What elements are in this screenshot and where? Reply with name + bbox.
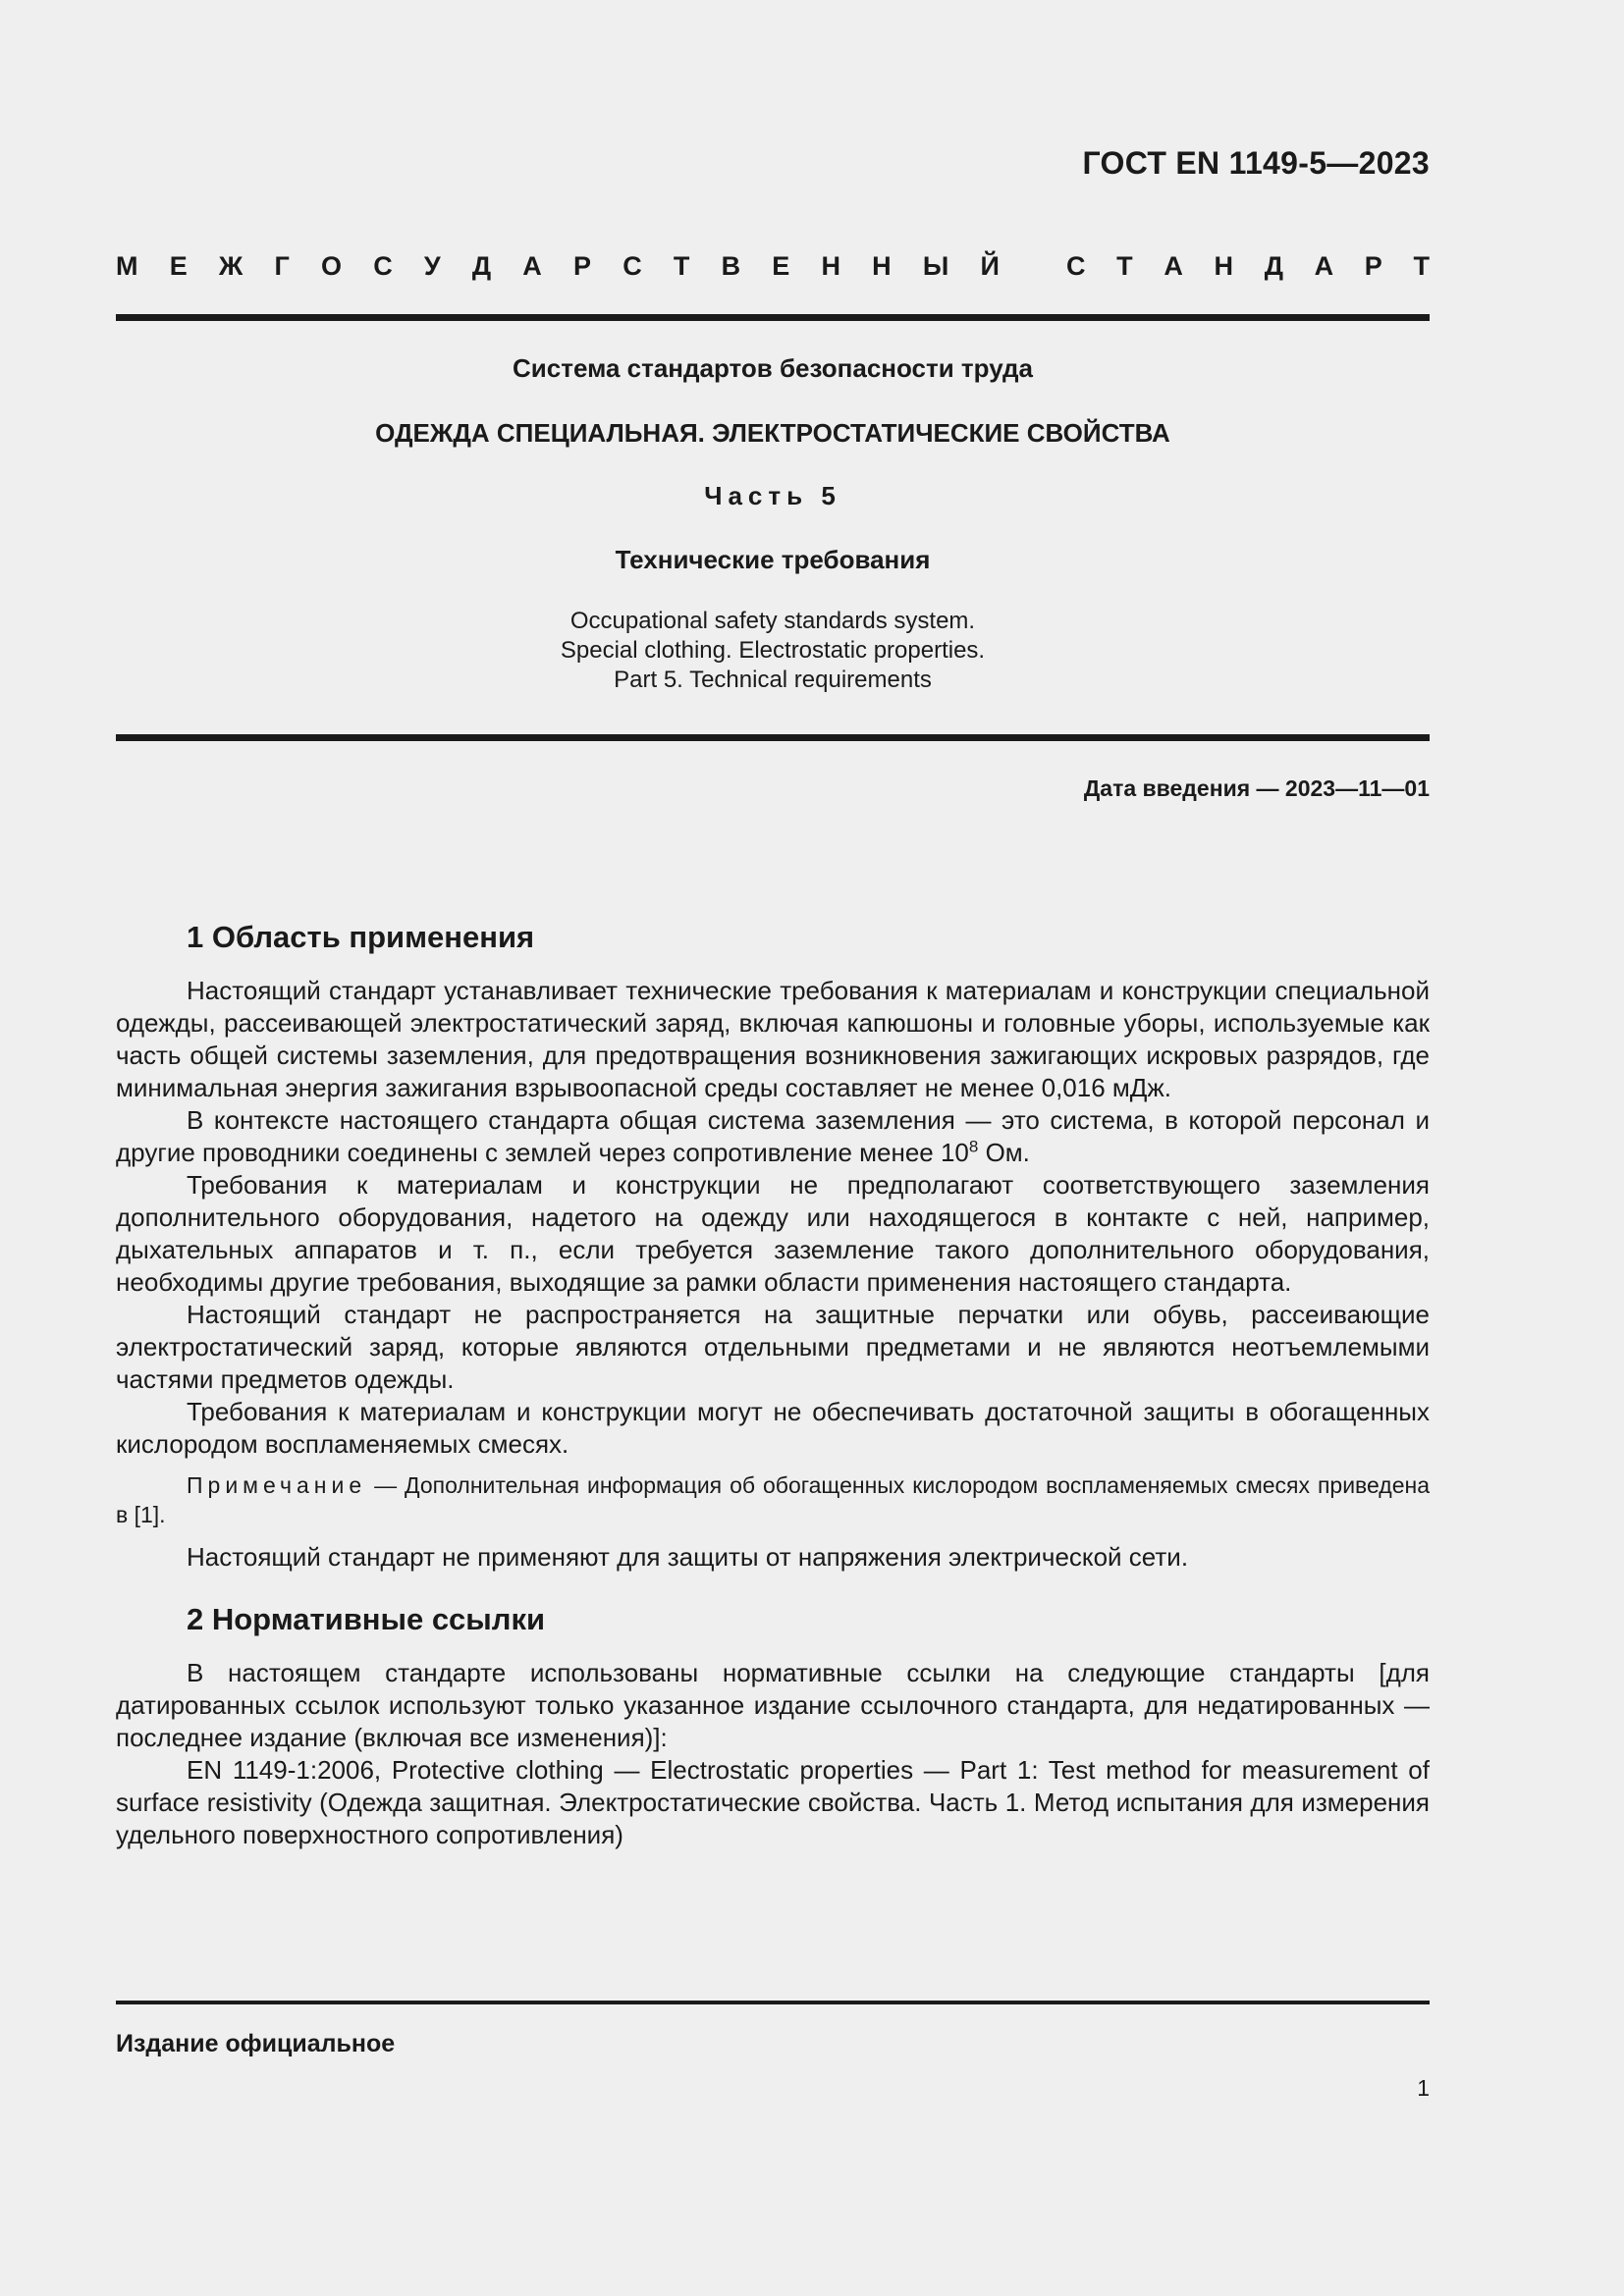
banner-letter: В [721,251,741,281]
paragraph: Настоящий стандарт не распространяется на защитные перчатки или обувь, рассеивающие электростатический заряд, которые являются отдельными предметами и не являются неотъемлемыми частями предметов одежды. [116,1300,1430,1394]
footer-rule [116,2001,1430,2004]
note [116,1470,1430,1529]
edition-label: Издание официальное [116,2030,396,2057]
banner-letter: Г [274,251,290,281]
paragraph: Настоящий стандарт устанавливает технические требования к материалам и конструкции специальной одежды, рассеивающей электростатический заряд, включая капюшоны и головные уборы, используемые как часть общей системы заземления, для предотвращения возникновения зажигающих искровых разрядов, где минимальная энергия зажигания взрывоопасной среды составляет не менее 0,016 мДж. [116,976,1430,1102]
title-english-line: Occupational safety standards system. [569,608,976,634]
banner-letter: А [1314,251,1334,281]
paragraph: EN 1149-1:2006, Protective clothing — Electrostatic properties — Part 1: Test method for measurement of surface resistivity (Одежда защитная. Электростатические свойства. Часть 1. Метод испытания для измерения удельного поверхностного сопротивления) [116,1755,1430,1849]
banner-letter: Ы [922,251,949,281]
banner-letter: М [116,251,138,281]
banner-letter: С [373,251,393,281]
note-label: Примечание [187,1472,367,1498]
section-heading: 2 Нормативные ссылки [187,1602,546,1636]
banner-letter: О [320,251,342,281]
header-rule [116,314,1430,321]
title-subtitle: Технические требования [615,545,931,574]
paragraph: Требования к материалам и конструкции могут не обеспечивать достаточной защиты в обогащенных кислородом воспламеняемых смесях. [116,1397,1430,1459]
page-number: 1 [1417,2075,1430,2101]
banner-letter: Н [1214,251,1234,281]
title-system: Система стандартов безопасности труда [513,353,1033,383]
paragraph: В контексте настоящего стандарта общая система заземления — это система, в которой персонал и другие проводники соединены с землей через сопротивление менее $10^8$ Ом. [116,1105,1430,1167]
paragraph: В настоящем стандарте использованы нормативные ссылки на следующие стандарты [для датированных ссылок используют только указанное издание ссылочного стандарта, для недатированных — последнее издание (включая все изменения)]: [116,1658,1430,1752]
banner-letter: Т [1413,251,1430,281]
banner-letter: С [623,251,642,281]
document-page [116,0,1430,2296]
banner-letter: Е [169,251,188,281]
banner-letter: Ж [218,251,244,281]
banner-letter: Н [872,251,892,281]
banner-letter: Р [572,251,591,281]
section-heading: 1 Область применения [187,920,535,954]
interstate-standard-banner [116,251,1430,282]
banner-letter: Д [471,251,492,281]
title-main: ОДЕЖДА СПЕЦИАЛЬНАЯ. ЭЛЕКТРОСТАТИЧЕСКИЕ СВОЙСТВА [375,418,1170,448]
standard-word [1066,251,1430,282]
title-part: Часть 5 [704,481,841,510]
banner-letter: Т [1116,251,1133,281]
interstate-word [116,251,1000,282]
standard-number: ГОСТ EN 1149-5—2023 [1082,145,1430,181]
section-scope [116,921,1430,1851]
banner-letter: С [1066,251,1086,281]
introduction-date: Дата введения — 2023—11—01 [1083,775,1430,801]
title-english-line: Special clothing. Electrostatic properties. [560,637,986,664]
paragraph: Настоящий стандарт не применяют для защиты от напряжения электрической сети. [187,1542,1189,1572]
note-text: — Дополнительная информация об обогащенных кислородом воспламеняемых смесях приведена в [1]. [116,1472,1430,1527]
banner-letter: А [522,251,542,281]
banner-letter: Н [821,251,840,281]
title-rule [116,734,1430,741]
title-english [116,607,1430,695]
banner-letter: Е [772,251,790,281]
banner-letter: Р [1364,251,1382,281]
banner-letter: Й [980,251,1000,281]
banner-letter: А [1164,251,1183,281]
banner-letter: У [423,251,441,281]
title-english-line: Part 5. Technical requirements [614,667,932,693]
banner-letter: Д [1264,251,1283,281]
banner-letter: Т [673,251,690,281]
paragraph: Требования к материалам и конструкции не предполагают соответствующего заземления дополнительного оборудования, надетого на одежду или находящегося в контакте с ней, например, дыхательных аппаратов и т. п., если требуется заземление такого дополнительного оборудования, необходимы другие требования, выходящие за рамки области применения настоящего стандарта. [116,1170,1430,1297]
